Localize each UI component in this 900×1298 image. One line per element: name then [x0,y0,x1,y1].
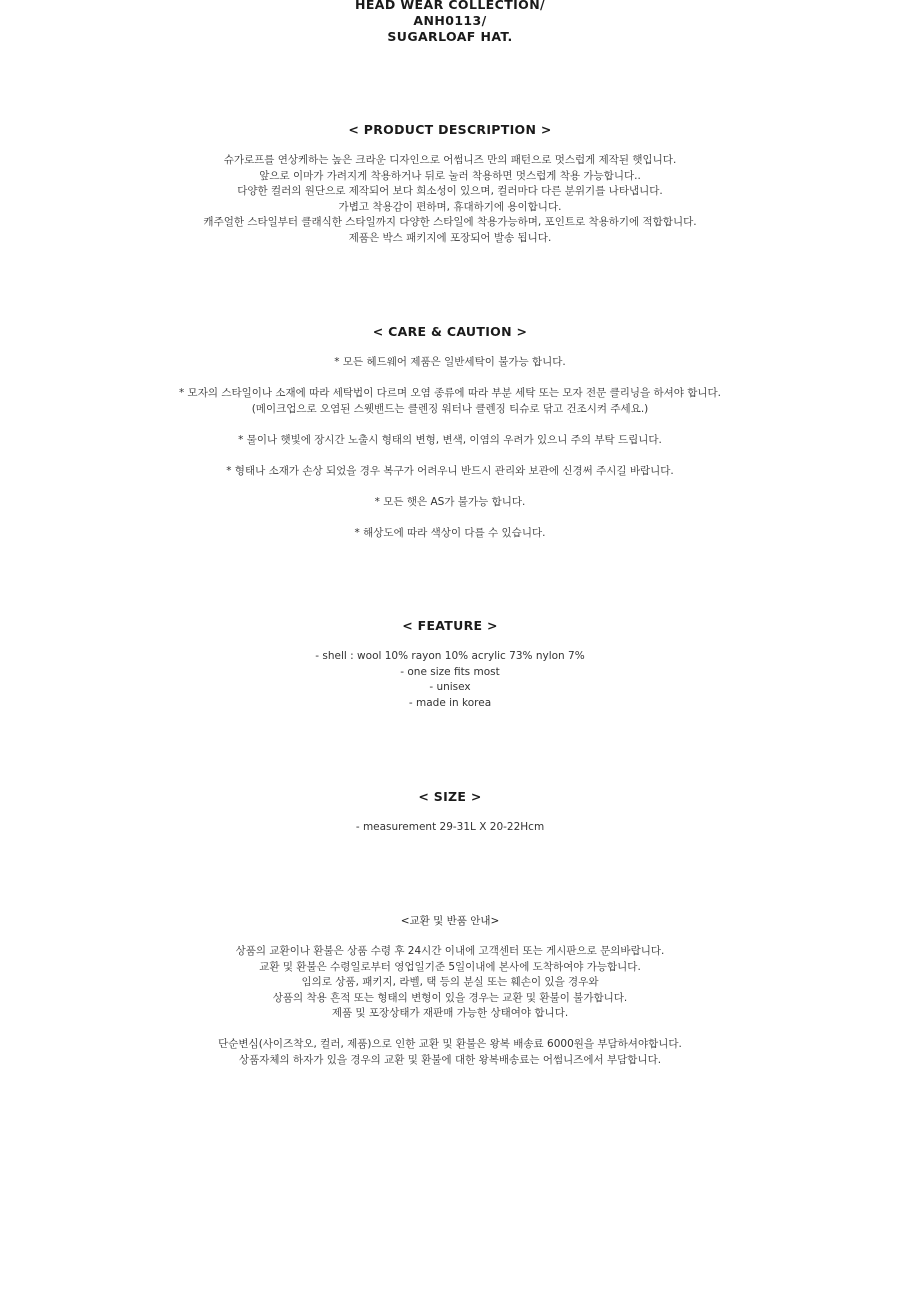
care-body [0,355,900,541]
description-body [0,153,900,246]
size-section [0,789,900,836]
care-spacer [0,371,900,387]
exchange-body [0,944,900,1068]
exchange-spacer [0,1022,900,1038]
exchange-line: 상품자체의 하자가 있을 경우의 교환 및 환불에 대한 왕복배송료는 어썸니즈에서 부담합니다. [238,1053,662,1066]
feature-section [0,618,900,711]
care-spacer [0,479,900,495]
care-line: * 모든 햇은 AS가 불가능 합니다. [374,495,526,508]
feature-body [0,649,900,711]
description-line: 다양한 컬러의 원단으로 제작되어 보다 희소성이 있으며, 컬러마다 다른 분위기를 나타냅니다. [237,185,663,197]
care-line: * 형태나 소재가 손상 되었을 경우 복구가 어려우니 반드시 관리와 보관에 신경써 주시길 바랍니다. [226,464,674,477]
feature-line: - made in korea [408,696,492,709]
size-body [0,820,900,836]
description-line: 가볍고 착용감이 편하며, 휴대하기에 용이합니다. [338,200,562,213]
care-line: * 물이나 햇빛에 장시간 노출시 형태의 변형, 변색, 이염의 우려가 있으니 주의 부탁 드립니다. [238,433,662,446]
care-section [0,324,900,541]
care-spacer [0,448,900,464]
care-line: (메이크업으로 오염된 스웻밴드는 클렌징 워터나 클렌징 티슈로 닦고 건조시켜 주세요.) [251,402,649,415]
description-line: 제품은 박스 패키지에 포장되어 발송 됩니다. [348,231,552,244]
description-title: < PRODUCT DESCRIPTION > [348,122,552,137]
product-header [0,0,900,45]
size-title: < SIZE > [418,789,482,804]
exchange-line: 교환 및 환불은 수령일로부터 영업일기준 5일이내에 본사에 도착하여야 가능합니다. [259,960,641,973]
care-spacer [0,510,900,526]
description-line: 슈가로프를 연상케하는 높은 크라운 디자인으로 어썸니즈 만의 패턴으로 멋스럽게 제작된 햇입니다. [223,154,677,166]
feature-line: - unisex [429,681,471,693]
header-product-name: SUGARLOAF HAT. [387,29,513,44]
description-line: 캐주얼한 스타일부터 클래식한 스타일까지 다양한 스타일에 착용가능하며, 포인트로 착용하기에 적합합니다. [203,216,697,228]
care-line: * 해상도에 따라 색상이 다를 수 있습니다. [354,526,546,539]
description-section [0,122,900,246]
exchange-title: <교환 및 반품 안내> [400,915,500,927]
care-line: * 모든 헤드웨어 제품은 일반세탁이 불가능 합니다. [334,356,566,368]
exchange-line: 단순변심(사이즈착오, 컬러, 제품)으로 인한 교환 및 환불은 왕복 배송료 6000원을 부담하셔야합니다. [218,1038,682,1050]
exchange-section [0,913,900,1068]
care-title: < CARE & CAUTION > [372,324,528,339]
header-product-code: ANH0113/ [413,13,487,28]
size-line: - measurement 29-31L X 20-22Hcm [355,821,545,833]
exchange-line: 임의로 상품, 패키지, 라벨, 택 등의 분실 또는 훼손이 있을 경우와 [301,976,599,988]
care-line: * 모자의 스타일이나 소재에 따라 세탁법이 다르며 오염 종류에 따라 부분 세탁 또는 모자 전문 클리닝을 하셔야 합니다. [178,387,722,399]
exchange-line: 상품의 교환이나 환불은 상품 수령 후 24시간 이내에 고객센터 또는 게시판으로 문의바랍니다. [235,945,665,957]
header-collection: HEAD WEAR COLLECTION/ [354,0,546,12]
feature-line: - one size fits most [400,665,500,678]
description-line: 앞으로 이마가 가려지게 착용하거나 뒤로 눌러 착용하면 멋스럽게 착용 가능합니다.. [259,169,641,182]
exchange-line: 제품 및 포장상태가 재판매 가능한 상태여야 합니다. [331,1007,569,1019]
care-spacer [0,417,900,433]
feature-line: - shell : wool 10% rayon 10% acrylic 73% nylon 7% [315,650,585,662]
exchange-line: 상품의 착용 흔적 또는 형태의 변형이 있을 경우는 교환 및 환불이 불가합니다. [272,991,628,1004]
feature-title: < FEATURE > [402,618,498,633]
